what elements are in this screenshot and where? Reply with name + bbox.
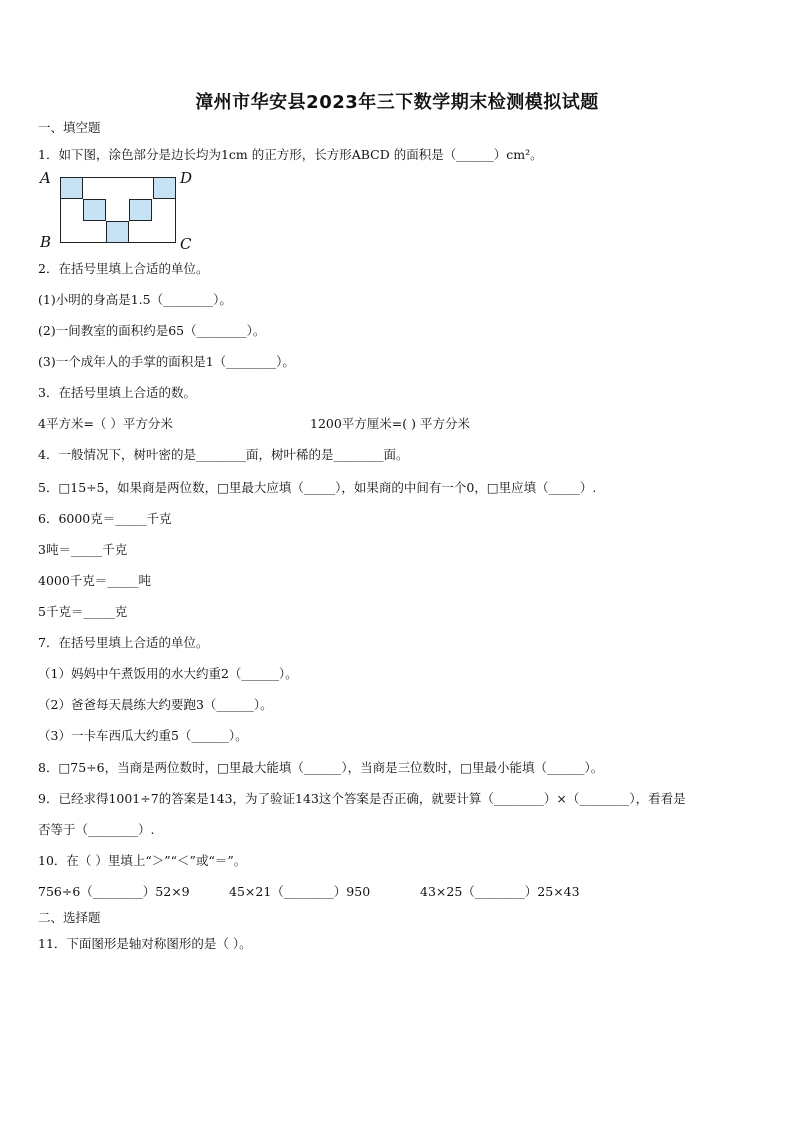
question-10: 10．在（ ）里填上“＞”“＜”或“＝”。	[38, 853, 247, 868]
question-2-3: (3)一个成年人的手掌的面积是1（________）。	[38, 354, 295, 369]
question-6-1: 6．6000克＝_____千克	[38, 511, 172, 526]
question-8: 8．□75÷6，当商是两位数时，□里最大能填（______），当商是三位数时，□里最小能填（______）。	[38, 760, 604, 775]
question-6-3: 4000千克＝_____吨	[38, 573, 152, 588]
rectangle-abcd-figure	[38, 168, 198, 252]
shaded-square	[153, 177, 176, 199]
label-c: C	[180, 235, 192, 253]
question-6-2: 3吨＝_____千克	[38, 542, 128, 557]
label-b: B	[40, 233, 52, 251]
shaded-square	[60, 177, 83, 199]
question-3-b: 1200平方厘米=( ) 平方分米	[310, 416, 470, 431]
question-3-a: 4平方米=（ ）平方分米	[38, 416, 173, 431]
question-10-a: 756÷6（________）52×9	[38, 884, 190, 899]
question-7-3: （3）一卡车西瓜大约重5（______）。	[38, 728, 248, 743]
shaded-square	[83, 199, 106, 221]
section-heading-fill-blank: 一、填空题	[38, 120, 101, 135]
question-2: 2．在括号里填上合适的单位。	[38, 261, 209, 276]
question-7: 7．在括号里填上合适的单位。	[38, 635, 209, 650]
question-9-line-2: 否等于（________）.	[38, 822, 155, 837]
section-heading-multiple-choice: 二、选择题	[38, 910, 101, 925]
question-11: 11．下面图形是轴对称图形的是（ ）。	[38, 936, 252, 951]
question-10-c: 43×25（________）25×43	[420, 884, 580, 899]
shaded-square	[129, 199, 152, 221]
question-5: 5．□15÷5，如果商是两位数，□里最大应填（_____），如果商的中间有一个0，□里应填（_____）.	[38, 480, 597, 495]
label-d: D	[180, 169, 193, 187]
question-7-1: （1）妈妈中午煮饭用的水大约重2（______）。	[38, 666, 298, 681]
question-2-2: (2)一间教室的面积约是65（________）。	[38, 323, 266, 338]
question-1: 1．如下图，涂色部分是边长均为1cm 的正方形，长方形ABCD 的面积是（______）cm²。	[38, 147, 543, 162]
question-9-line-1: 9．已经求得1001÷7的答案是143，为了验证143这个答案是否正确，就要计算（________）×（________），看看是	[38, 791, 686, 806]
shaded-square	[106, 221, 129, 243]
question-6-4: 5千克＝_____克	[38, 604, 128, 619]
question-2-1: (1)小明的身高是1.5（________）。	[38, 292, 232, 307]
page-title: 漳州市华安县2023年三下数学期末检测模拟试题	[195, 92, 599, 113]
question-4: 4．一般情况下，树叶密的是________面，树叶稀的是________面。	[38, 447, 409, 462]
question-10-b: 45×21（________）950	[229, 884, 371, 899]
question-3: 3．在括号里填上合适的数。	[38, 385, 196, 400]
label-a: A	[40, 169, 51, 187]
question-7-2: （2）爸爸每天晨练大约要跑3（______）。	[38, 697, 273, 712]
